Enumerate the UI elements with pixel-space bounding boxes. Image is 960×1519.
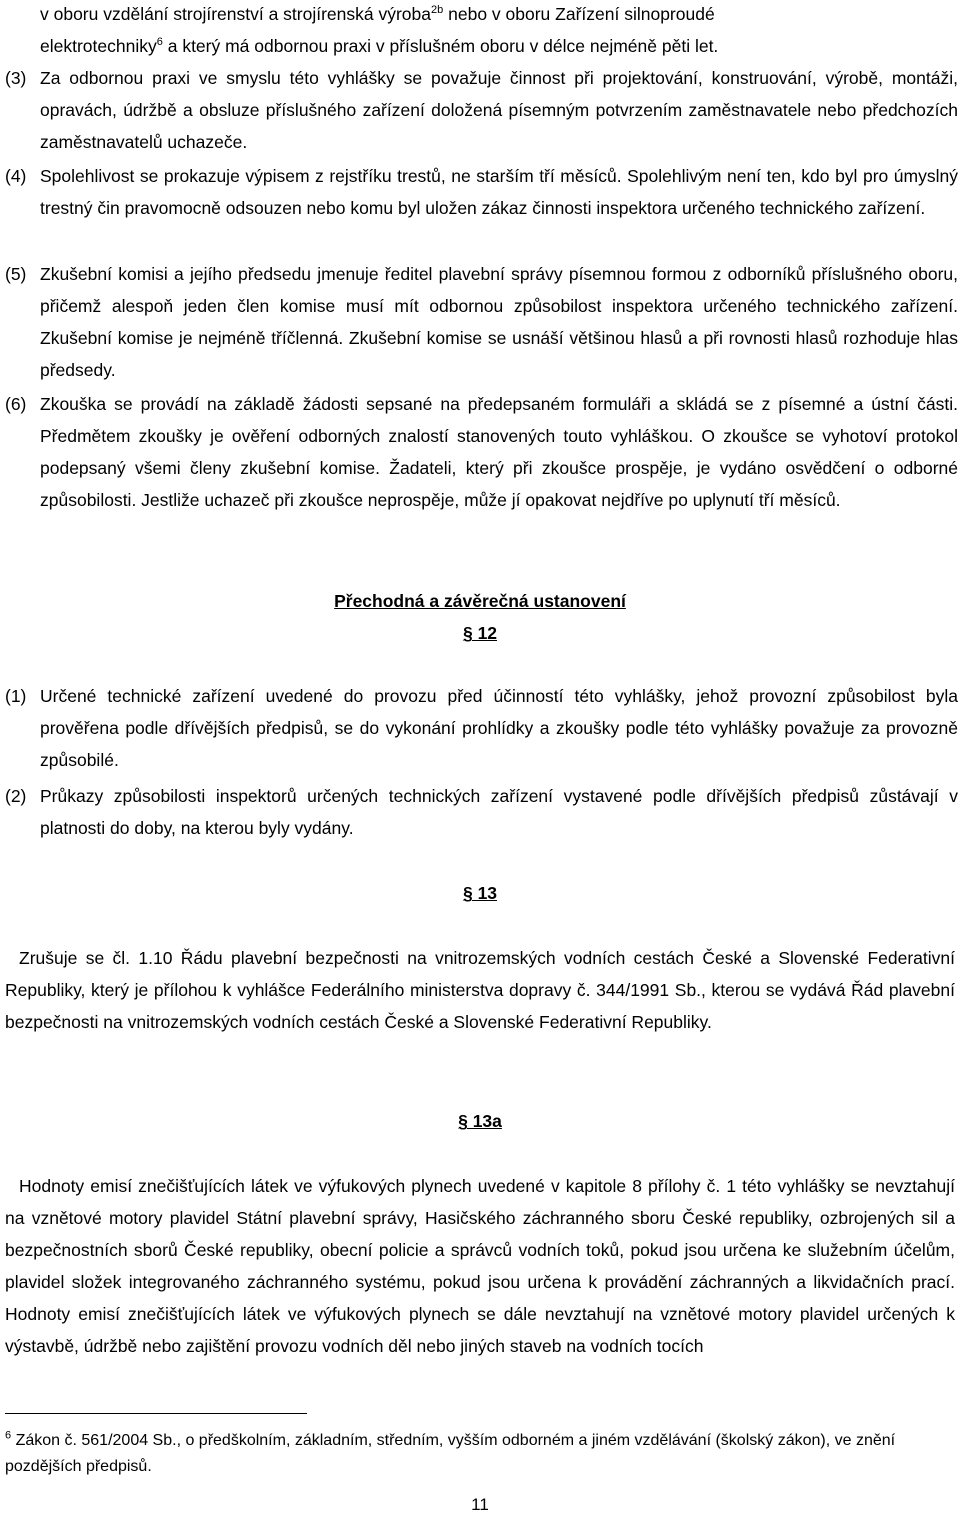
paragraph-text: Zkouška se provádí na základě žádosti sepsané na předepsaném formuláři a skládá se z písemné a ústní části. Předmětem zkoušky je ověření odborných znalostí stanovených touto vyhláškou. O zkoušce se vyhotoví protokol podepsaný všemi členy zkušební komise. Žadateli, který při zkoušce prospěje, je vydáno osvědčení o odborné způsobilosti. Jestliže uchazeč při zkoušce neprospěje, může jí opakovat nejdříve po uplynutí tří měsíců. <box>40 394 958 510</box>
footnote-mark: 6 <box>5 1429 12 1442</box>
page-number: 11 <box>471 1495 489 1514</box>
paragraph-number: (2) <box>5 786 27 806</box>
section-title: Přechodná a závěrečná ustanovení <box>334 591 626 611</box>
paragraph-text: Určené technické zařízení uvedené do provozu před účinností této vyhlášky, jehož provozní způsobilost byla prověřena podle dřívějších předpisů, se do vykonání prohlídky a zkoušky podle této vyhlášky považuje za provozně způsobilé. <box>40 686 958 770</box>
paragraph-text: Průkazy způsobilosti inspektorů určených technických zařízení vystavené podle dřívějších předpisů zůstávají v platnosti do doby, na kterou byly vydány. <box>40 786 958 838</box>
paragraph-number: (1) <box>5 686 27 706</box>
footnote-text: Zákon č. 561/2004 Sb., o předškolním, základním, středním, vyšším odborném a jiném vzdělávání (školský zákon), ve znění pozdějších předpisů. <box>5 1432 896 1475</box>
footnote <box>5 1428 955 1480</box>
s13a-text: Hodnoty emisí znečišťujících látek ve výfukových plynech uvedené v kapitole 8 přílohy č. 1 této vyhlášky se nevztahují na vznětové motory plavidel Státní plavební správy, Hasičského záchranného sboru České republiky, ozbrojených sil a bezpečnostních sborů České republiky, obecní policie a správců vodních toků, pokud jsou určena ke služebním účelům, plavidel složek integrovaného záchranného systému, pokud jsou určena k provádění záchranných a likvidačních prací. Hodnoty emisí znečišťujících látek ve výfukových plynech se dále nevztahují na vznětové motory plavidel určených k výstavbě, údržbě nebo zajištění provozu vodních děl nebo jiných staveb na vodních tocích <box>5 1176 955 1356</box>
footnote-separator <box>5 1413 307 1414</box>
paragraph-number: (5) <box>5 264 27 284</box>
footnote-ref: 2b <box>431 4 444 17</box>
s13-text: Zrušuje se čl. 1.10 Řádu plavební bezpečnosti na vnitrozemských vodních cestách České a Slovenské Federativní Republiky, který je přílohou k vyhlášce Federálního ministerstva dopravy č. 344/1991 Sb., kterou se vydává Řád plavební bezpečnosti na vnitrozemských vodních cestách České a Slovenské Federativní Republiky. <box>5 948 955 1032</box>
section-heading-13: § 13 <box>462 883 498 903</box>
paragraph-number: (6) <box>5 394 27 414</box>
paragraph-6 <box>5 388 958 516</box>
paragraph-4 <box>5 160 958 224</box>
paragraph-number: (4) <box>5 166 27 186</box>
continuation-text: v oboru vzdělání strojírenství a strojírenská výroba$^{2b}$ nebo v oboru Zařízení silnoproudé elektrotechniky$^6$ a který má odbornou praxi v příslušném oboru v délce nejméně pěti let. <box>40 4 719 56</box>
paragraph-number: (3) <box>5 68 27 88</box>
paragraph-text: Za odbornou praxi ve smyslu této vyhlášky se považuje činnost při projektování, konstruování, výrobě, montáži, opravách, údržbě a obsluze příslušného zařízení doložená písemným potvrzením zaměstnavatele nebo předchozích zaměstnavatelů uchazeče. <box>40 68 958 152</box>
footnote-ref: 6 <box>156 36 163 49</box>
section-heading-13a: § 13a <box>458 1111 502 1131</box>
paragraph-5 <box>5 258 958 386</box>
s12-paragraph-1 <box>5 680 958 776</box>
paragraph-text: Spolehlivost se prokazuje výpisem z rejstříku trestů, ne starším tří měsíců. Spolehlivým není ten, kdo byl pro úmyslný trestný čin pravomocně odsouzen nebo komu byl uložen zákaz činnosti inspektora určeného technického zařízení. <box>40 166 958 218</box>
section-heading-12: § 12 <box>462 623 498 643</box>
s12-paragraph-2 <box>5 780 958 844</box>
paragraph-text: Zkušební komisi a jejího předsedu jmenuje ředitel plavební správy písemnou formou z odborníků příslušného oboru, přičemž alespoň jeden člen komise musí mít odbornou způsobilost inspektora určeného technického zařízení. Zkušební komise je nejméně tříčlenná. Zkušební komise se usnáší většinou hlasů a při rovnosti hlasů rozhoduje hlas předsedy. <box>40 264 958 380</box>
paragraph-3 <box>5 62 958 158</box>
